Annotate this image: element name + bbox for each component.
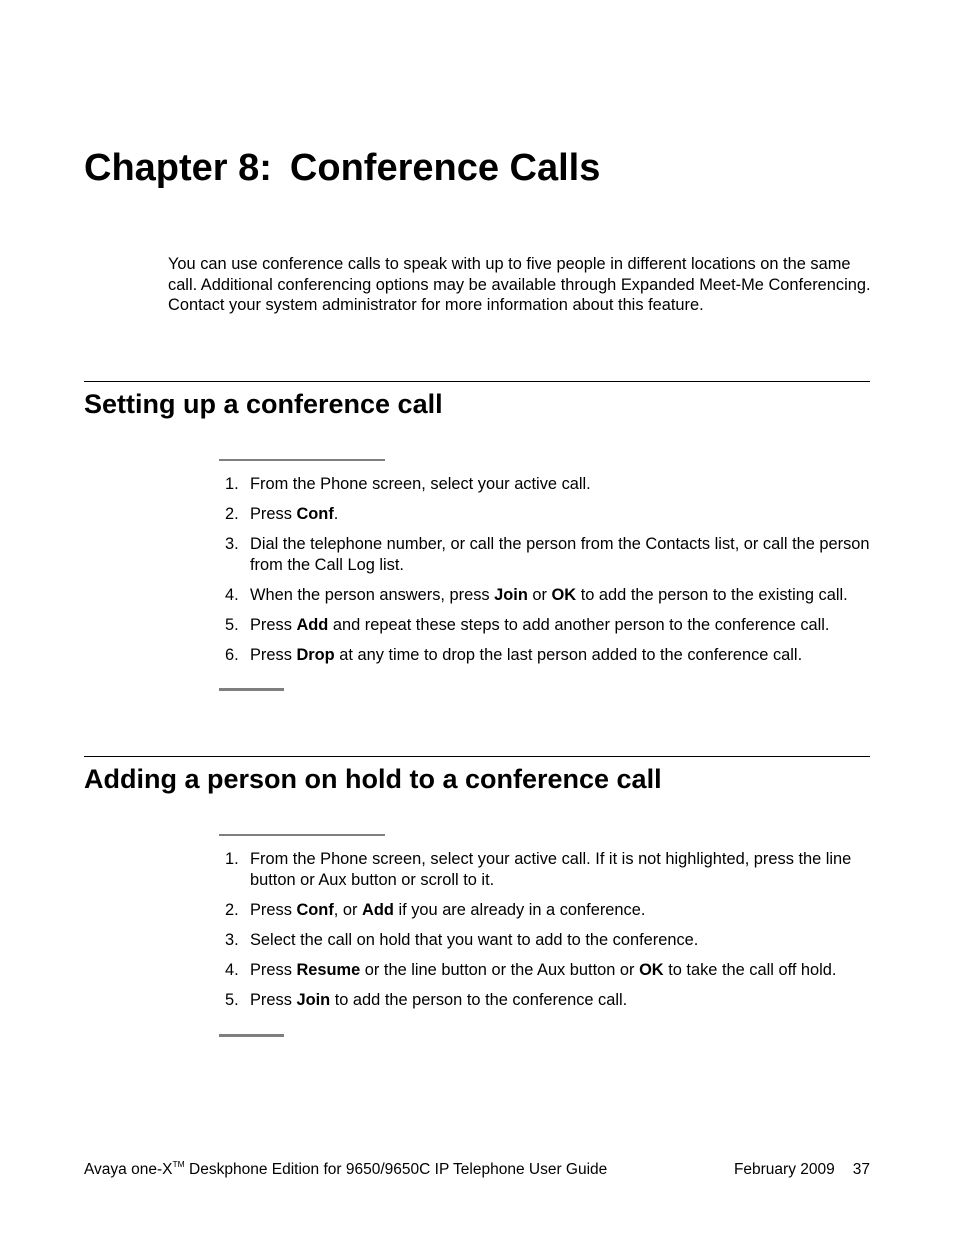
step-keyword: Add [362, 900, 394, 919]
trademark-mark: TM [172, 1159, 185, 1169]
step-text: or [527, 585, 552, 604]
step-number: 4. [225, 585, 239, 604]
section-title: Adding a person on hold to a conference call [84, 764, 662, 794]
step-keyword: Conf [296, 900, 334, 919]
procedure-step [219, 615, 879, 636]
step-text: Dial the telephone number, or call the person from the Contacts list, or call the person from the Call Log list. [250, 535, 870, 574]
step-text: if you are already in a conference. [393, 900, 646, 919]
step-number: 1. [225, 475, 239, 493]
step-number: 5. [225, 990, 239, 1009]
procedure-bottom-rule [219, 688, 284, 691]
page-number: 37 [852, 1161, 870, 1178]
chapter-name: Conference Calls [289, 147, 601, 189]
chapter-label: Chapter 8: [84, 147, 272, 189]
step-keyword: Conf [296, 505, 334, 523]
procedure-step [219, 960, 879, 981]
step-number: 3. [225, 535, 239, 553]
section-title: Setting up a conference call [84, 389, 443, 419]
procedure-steps [219, 474, 879, 675]
chapter-title [84, 143, 600, 193]
step-text: Press [250, 615, 297, 634]
step-text: . [333, 505, 339, 523]
step-keyword: Join [296, 990, 331, 1009]
procedure-step [219, 849, 879, 890]
step-keyword: Drop [296, 645, 335, 664]
step-text: From the Phone screen, select your active call. [250, 475, 591, 493]
procedure-step [219, 990, 879, 1011]
step-text: , or [333, 900, 363, 919]
step-number: 1. [225, 850, 239, 868]
step-text: When the person answers, press [250, 585, 495, 604]
step-keyword: Join [494, 585, 528, 604]
procedure-step [219, 534, 879, 575]
footer-date: February 2009 [733, 1161, 835, 1178]
step-keyword: OK [551, 585, 577, 604]
step-keyword: Add [296, 615, 329, 634]
step-number: 4. [225, 960, 239, 979]
procedure-top-rule [219, 459, 385, 461]
step-text: to take the call off hold. [663, 960, 837, 979]
procedure-step [219, 585, 879, 606]
procedure-step [219, 645, 879, 666]
step-text: to add the person to the existing call. [576, 585, 848, 604]
step-text: Press [250, 900, 297, 919]
footer-product: Avaya one-X [84, 1161, 173, 1178]
step-keyword: OK [639, 960, 664, 979]
step-number: 5. [225, 615, 239, 634]
footer-meta [734, 1160, 870, 1180]
step-text: and repeat these steps to add another person to the conference call. [328, 615, 830, 634]
footer-document-title [84, 1160, 607, 1180]
step-keyword: Resume [296, 960, 361, 979]
step-text: Select the call on hold that you want to add to the conference. [250, 930, 699, 949]
step-text: Press [250, 960, 297, 979]
step-text: Press [250, 505, 297, 523]
step-text: Press [250, 990, 297, 1009]
procedure-step [219, 504, 879, 525]
step-text: at any time to drop the last person added to the conference call. [334, 645, 803, 664]
section-rule [84, 756, 870, 757]
step-text: Press [250, 645, 297, 664]
step-text: From the Phone screen, select your active call. If it is not highlighted, press the line button or Aux button or scroll to it. [250, 850, 852, 889]
step-number: 2. [225, 900, 239, 919]
step-text: or the line button or the Aux button or [360, 960, 640, 979]
intro-paragraph: You can use conference calls to speak with up to five people in different locations on the same call. Additional conferencing options may be available through Expanded Meet-Me Conferencing. Contact your system administrator for more information about this feature. [168, 255, 871, 314]
procedure-steps [219, 849, 879, 1020]
step-number: 3. [225, 930, 239, 949]
procedure-step [219, 474, 879, 495]
procedure-step [219, 900, 879, 921]
section-rule [84, 381, 870, 382]
procedure-top-rule [219, 834, 385, 836]
step-number: 2. [225, 505, 239, 523]
step-number: 6. [225, 645, 239, 664]
procedure-step [219, 930, 879, 951]
footer-guide: Deskphone Edition for 9650/9650C IP Telephone User Guide [184, 1161, 608, 1178]
step-text: to add the person to the conference call. [330, 990, 628, 1009]
procedure-bottom-rule [219, 1034, 284, 1037]
